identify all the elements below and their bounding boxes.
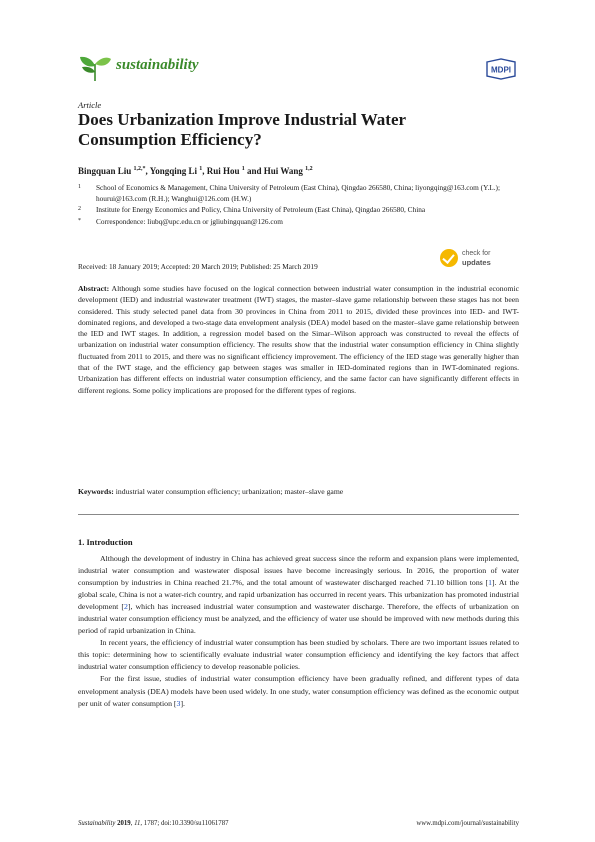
author-separator: ,	[202, 166, 207, 176]
check-badge-line2: updates	[462, 258, 491, 267]
author-name: Hui Wang	[263, 166, 303, 176]
affiliation-text: Institute for Energy Economics and Policy, China University of Petroleum (East China), Qingdao 266580, China	[96, 205, 426, 215]
affiliation-marker: *	[78, 217, 81, 224]
section-heading: 1. Introduction	[78, 537, 133, 547]
abstract-text: Although some studies have focused on the logical connection between industrial water consumption in the industrial economic development (IED) and industrial wastewater treatment (IWT) stages, the master–slave game relationship between these stages has not been considered. This study selected panel data from 30 provinces in China from 2011 to 2015, divided these provinces into IED- and IWT-dominated regions, and developed a two-stage data envelopment analysis (DEA) model based on the master–slave game relationship between the IED and IWT stages. In addition, a regression model based on the Simar–Wilson approach was constructed to reveal the effects of urbanization on industrial water consumption efficiency. The results show that the industrial water consumption efficiency in China slightly fluctuated from 2011 to 2015, and there was no significant efficiency improvement. The efficiency of the IED stage was generally higher than that of the IWT stage, and the efficiency gap between stages was smaller in IED-dominated regions than in IWT-dominated regions. Urbanization has different effects on industrial water consumption efficiency, and the same factor can have significantly different effects in different regions. Some policy implications are proposed for the different types of regions.	[78, 284, 519, 395]
article-type: Article	[78, 100, 102, 110]
paragraph-text: ]. At the global scale, China is not a water-rich country, and rapid urbanization has occurred in recent years. This urbanization has promoted industrial development [	[78, 578, 519, 612]
footer-year: 2019	[117, 820, 131, 827]
citation-link[interactable]: 2	[123, 602, 128, 612]
publication-dates: Received: 18 January 2019; Accepted: 20 March 2019; Published: 25 March 2019	[78, 262, 318, 271]
affiliation-marker: 2	[78, 206, 81, 213]
check-badge-line1: check for	[462, 250, 491, 257]
footer-journal: Sustainability	[78, 820, 116, 827]
author-separator: and	[244, 166, 264, 176]
footer-citation: Sustainability 2019, 11, 1787; doi:10.3390/su11061787	[78, 820, 229, 827]
paragraph	[78, 553, 519, 637]
keywords-label: Keywords:	[78, 487, 114, 496]
paragraph-text: For the first issue, studies of industrial water consumption efficiency have been gradually refined, and different types of data envelopment analysis (DEA) models have been used widely. In one study, water consumption efficiency was defined as the economic output per unit of water consumption [	[78, 674, 519, 708]
author-name: Bingquan Liu	[78, 166, 132, 176]
paragraph	[78, 673, 519, 709]
footer-url[interactable]: www.mdpi.com/journal/sustainability	[416, 820, 519, 827]
author-affiliation-marker: 1,2,*	[133, 166, 146, 172]
citation-link[interactable]: 1	[488, 578, 493, 588]
article-title: Does Urbanization Improve Industrial Water Consumption Efficiency?	[78, 110, 406, 149]
paragraph-text: ], which has increased industrial water consumption and wastewater discharge. Therefore, the effects of urbanization on industrial water consumption efficiency must be analyzed, and the efficiency of water use should be improved with new methods during this period of rapid urbanization in China.	[78, 602, 519, 636]
paragraph-text: In recent years, the efficiency of industrial water consumption has been studied by scholars. There are two important issues related to this topic: determining how to scientifically evaluate industrial water consumption efficiency and identifying the key factors that affect industrial water consumption efficiency to develop reasonable policies.	[78, 638, 519, 672]
footer-article: , 1787; doi:10.3390/su11061787	[140, 820, 229, 827]
author-separator: ,	[145, 166, 150, 176]
check-for-updates-badge[interactable]	[440, 248, 520, 270]
correspondence-text: Correspondence: liubq@upc.edu.cn or jgliubingquan@126.com	[96, 216, 283, 226]
affiliation-marker: 1	[78, 184, 81, 190]
paragraph-text: Although the development of industry in China has achieved great success since the reform and expansion plans were implemented, industrial water consumption and wastewater disposal issues have become increasingly serious. In 2016, the proportion of water consumption by industries in China reached 21.7%, and the total amount of wastewater discharged reached 71.10 billion tons [	[78, 554, 519, 588]
abstract-label: Abstract:	[78, 284, 110, 293]
affiliation-item	[78, 204, 523, 215]
author-affiliation-marker: 1	[199, 166, 203, 172]
sprout-icon	[78, 52, 112, 82]
publisher-logo-icon	[484, 58, 518, 80]
checkmark-icon	[440, 249, 458, 267]
section-divider	[78, 514, 519, 515]
affiliation-list	[78, 182, 523, 227]
keywords	[78, 487, 519, 496]
author-list	[78, 166, 313, 176]
affiliation-item	[78, 182, 523, 204]
affiliation-text: School of Economics & Management, China University of Petroleum (East China), Qingdao 266580, China; liyongqing@163.com (Y.L.); hourui@163.com (R.H.); Wanghui@126.com (H.W.)	[96, 183, 501, 204]
publisher-logo-text: MDPI	[491, 65, 511, 75]
author-name: Rui Hou	[206, 166, 240, 176]
citation-link[interactable]: 3	[176, 698, 181, 708]
author-affiliation-marker: 1,2	[305, 166, 313, 172]
paragraph-text: ].	[180, 698, 185, 708]
footer-volume: 11	[134, 820, 141, 827]
author-affiliation-marker: 1	[241, 166, 245, 172]
affiliation-item	[78, 216, 523, 227]
keywords-text: industrial water consumption efficiency; urbanization; master–slave game	[113, 487, 344, 496]
author-name: Yongqing Li	[149, 166, 197, 176]
journal-name: sustainability	[116, 57, 199, 73]
introduction-body	[78, 553, 519, 710]
abstract	[78, 283, 519, 396]
paragraph	[78, 637, 519, 673]
